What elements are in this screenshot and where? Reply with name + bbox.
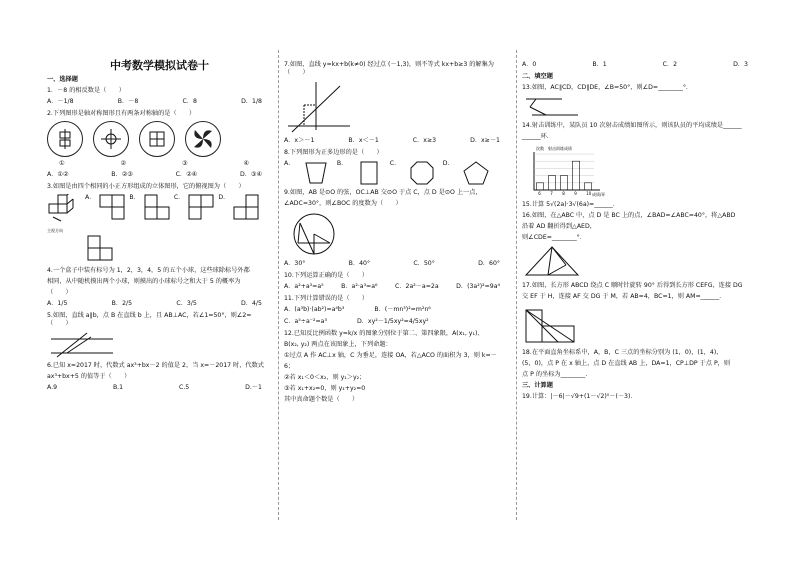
q3-top-view-a [99,194,125,220]
q6-option-b[interactable]: B.1 [112,384,124,391]
section-calc: 三、计算题 [522,382,553,389]
chart-axes [534,152,600,190]
q3-figures [47,194,272,235]
q2-figures [47,121,272,157]
q10-option-b[interactable]: B．a²·a³=a⁶ [341,283,378,290]
question-11: 11.下列计算错误的是（ ） [284,295,369,302]
q7-option-a[interactable]: A．x＞－1 [284,137,315,144]
column-2 [284,58,510,407]
question-6-line-2: ax³+bx+5 的值等于（ ） [47,373,131,380]
q3-top-view-c [188,194,214,220]
chart-tick-label: 10 [586,191,592,196]
q11-option-a[interactable]: A．(a³b)·(ab²)=a⁴b³ [284,306,345,313]
q1-option-c[interactable]: C．8 [182,98,197,105]
question-1: 1．－8 的相反数是（ ） [47,87,125,94]
question-3: 3.如图是由四个相同的小正方形组成的立体图形，它的俯视图为（ ） [47,183,245,190]
question-14-line-1: 14.射击训练中，某队员 10 次射击成绩如图所示，则该队员的平均成绩是______ [522,122,742,129]
column-1 [47,58,272,396]
q2-option-a[interactable]: A．①② [47,171,69,178]
q7-option-b[interactable]: B．x＜－1 [348,137,379,144]
q2-label-4: ④ [243,160,249,167]
q12-option-b[interactable]: B．1 [592,61,607,68]
q13-parallel-figure [522,95,582,119]
column-divider-2 [516,50,517,520]
q3-option-c[interactable]: C． [173,194,185,201]
q12-option-a[interactable]: A．0 [522,61,537,68]
q16-triangle-figure [522,245,582,279]
q12-options [522,61,758,69]
pentagon-shape [462,160,490,186]
chart-tick-label: 7 [550,191,553,196]
q4-option-c[interactable]: C．3/5 [176,300,197,307]
q8-option-d[interactable]: D． [442,160,454,167]
q4-option-a[interactable]: A．1/5 [47,300,68,307]
question-12-line-6: ③若 x₁+x₂=0，则 y₁+y₂=0 [284,385,366,392]
q10-option-c[interactable]: C．2a²－a=2a [395,283,439,290]
q3-option-b[interactable]: B． [129,194,140,201]
q4-option-b[interactable]: B．2/5 [111,300,133,307]
q11-option-c[interactable]: C．a⁵÷a⁻²=a³ [284,318,327,325]
symbol-figure-2 [93,121,129,157]
q1-option-d[interactable]: D．1/8 [241,98,262,105]
q3-caption: 主视方向 [47,228,63,233]
question-16-line-2: 沿着 AD 翻折得到△AED， [522,223,596,230]
question-4-line-2: 相同，从中随机摸出两个小球，则摸出的小球标号之和大于 5 的概率为 [47,278,241,285]
question-17-line-2: 交 EF 于 H，连接 AF 交 DG 于 M，若 AB=4，BC=1，则 AM=______． [522,293,726,300]
q11-option-b[interactable]: B．(－mn³)²=m²n⁶ [374,306,431,313]
column-3 [522,58,758,404]
chart-title: 次数 射击训练成绩 [536,146,572,151]
q3-solid-figure [47,194,81,235]
q2-label-1: ① [59,160,65,167]
question-4-line-1: 4.一个盒子中装有标号为 1，2，3，4，5 的五个小球，这些球除标号外都 [47,267,250,274]
q6-option-a[interactable]: A.9 [47,384,58,391]
q2-option-d[interactable]: D．③④ [239,171,262,178]
question-12-line-2: B(x₂, y₂) 两点在该图象上，下列命题： [284,341,392,348]
q3-option-a[interactable]: A． [85,194,96,201]
chart-x-label: 成绩/环 [592,192,606,197]
question-12-line-1: 12.已知反比例函数 y=k/x 的图象分别位于第二、第四象限，A(x₁, y₁)、 [284,330,484,337]
question-18-line-3: 点 P 的坐标为________． [522,371,592,378]
q6-option-c[interactable]: C.5 [179,384,190,391]
q17-rectangle-figure [522,304,582,346]
question-12-line-3: ①过点 A 作 AC⊥x 轴，C 为垂足，连接 OA，若△ACO 的面积为 3，则 k=－ [284,352,497,359]
q8-option-c[interactable]: C． [389,160,401,167]
question-4-line-3: （ ） [47,289,72,296]
q9-options [284,260,510,268]
q11-options-row-1 [284,306,510,314]
q3-top-view-d [233,194,259,220]
q4-option-d[interactable]: D．4/5 [241,300,262,307]
trapezoid-shape [303,160,329,186]
question-18-line-1: 18.在平面直角坐标系中，A，B，C 三点的坐标分别为 (1，0)，(1，4)， [522,349,723,356]
question-8: 8.下列图形为正多边形的是（ ） [284,149,383,156]
symbol-figure-4 [185,121,221,157]
q8-option-a[interactable]: A． [284,160,295,167]
q2-figure-labels [47,160,249,168]
q9-option-b[interactable]: B．40° [348,260,371,267]
section-fill: 二、填空题 [522,73,553,80]
question-2: 2.下列图形是轴对称图形且有两条对称轴的是（ ） [47,110,196,117]
q2-option-b[interactable]: B．②③ [111,171,133,178]
question-14-line-2: ______环． [522,133,553,140]
q7-line-graph [284,80,354,134]
chart-bar-6 [536,183,543,190]
q10-options [284,283,510,291]
question-12-line-4: 6； [284,363,295,370]
section-choice: 一、选择题 [47,76,78,83]
q2-label-2: ② [120,160,127,167]
q2-options [47,171,272,179]
rectangle-shape [356,160,382,186]
q7-option-d[interactable]: D．x≥－1 [470,137,500,144]
question-13: 13.如图，AC∥CD，CD∥DE，∠B=50°，则∠D=________°． [522,84,693,91]
question-19: 19.计算：|－6|－√9+(1－√2)⁰－(－3)． [522,393,637,400]
question-16-line-3: 则∠CDE=________°． [522,234,586,241]
column-divider-1 [278,50,279,520]
q6-options [47,384,272,392]
question-12-line-5: ②若 x₁＜0＜x₂，则 y₁＞y₂； [284,374,366,381]
question-10: 10.下列运算正确的是（ ） [284,272,369,279]
question-18-line-2: (5，0)，点 P 在 x 轴上，点 D 在直线 AB 上，DA=1，CP⊥DP 于点 P，则 [522,360,731,367]
chart-bar-10 [584,183,591,190]
chart-tick-label: 6 [538,191,541,196]
question-6-line-1: 6.已知 x=2017 时，代数式 ax³+bx－2 的值是 2，当 x=－2017 时，代数式 [47,362,264,369]
q5-parallel-lines-figure [47,331,117,359]
question-9-line-1: 9.如图，AB 是⊙O 的弦，OC⊥AB 交⊙O 于点 C，点 D 是⊙O 上一点， [284,189,482,196]
q1-option-b[interactable]: B．－8 [117,98,139,105]
question-15: 15.计算 5√(2a)·3√(6a)=______． [522,201,619,208]
question-5: 5.如图，直线 a∥b，点 B 在直线 b 上，且 AB⊥AC，若∠1=50°，则∠2=（ ） [47,312,252,327]
q6-option-d[interactable]: D.－1 [245,384,262,391]
q12-option-d[interactable]: D．3 [733,61,748,68]
question-16-line-1: 16.如图，在△ABC 中，点 D 是 BC 上的点，∠BAD=∠ABC=40°，将△ABD [522,212,736,219]
q2-option-c[interactable]: C．②④ [175,171,198,178]
q9-option-c[interactable]: C．50° [413,260,435,267]
q2-label-3: ③ [181,160,188,167]
q9-option-a[interactable]: A．30° [284,260,306,267]
q3-top-view-extra [87,235,117,261]
q3-option-d[interactable]: D． [218,194,230,201]
q11-option-d[interactable]: D．xy²－1/5xy²=4/5xy² [356,318,429,325]
q9-option-d[interactable]: D．60° [478,260,500,267]
q1-option-a[interactable]: A．－1/8 [47,98,74,105]
q8-shapes [284,160,510,186]
q10-option-a[interactable]: A．a²+a³=a⁵ [284,283,324,290]
q7-options [284,137,510,145]
q11-options-row-2 [284,318,510,326]
question-9-line-2: ∠ADC=30°，则∠BOC 的度数为（ ） [284,200,402,207]
q3-top-view-b [144,194,170,220]
symbol-figure-1 [47,121,83,157]
symbol-figure-3 [139,121,175,157]
q9-circle-figure [290,211,340,257]
q4-options [47,300,272,308]
q8-option-b[interactable]: B． [336,160,348,167]
question-17-line-1: 17.如图，长方形 ABCD 绕点 C 顺时针旋转 90° 后得到长方形 CEFG，连接 DG [522,282,743,289]
q12-option-c[interactable]: C．2 [662,61,678,68]
chart-tick-label: 8 [562,191,565,196]
octagon-shape [409,160,435,186]
chart-tick-label: 9 [574,191,577,196]
shooting-score-bar-chart [522,144,612,198]
q1-options [47,98,272,106]
question-12-line-7: 其中真命题个数是（ ） [284,396,359,403]
page-title: 中考数学模拟试卷十 [110,59,209,72]
q7-option-c[interactable]: C．x≥3 [412,137,437,144]
question-7: 7.如图，直线 y=kx+b(k≠0) 经过点 (－1,3)，则不等式 kx+b≥3 的解集为（ ） [284,61,494,76]
q10-option-d[interactable]: D．(3a²)²=9a⁴ [456,283,500,290]
